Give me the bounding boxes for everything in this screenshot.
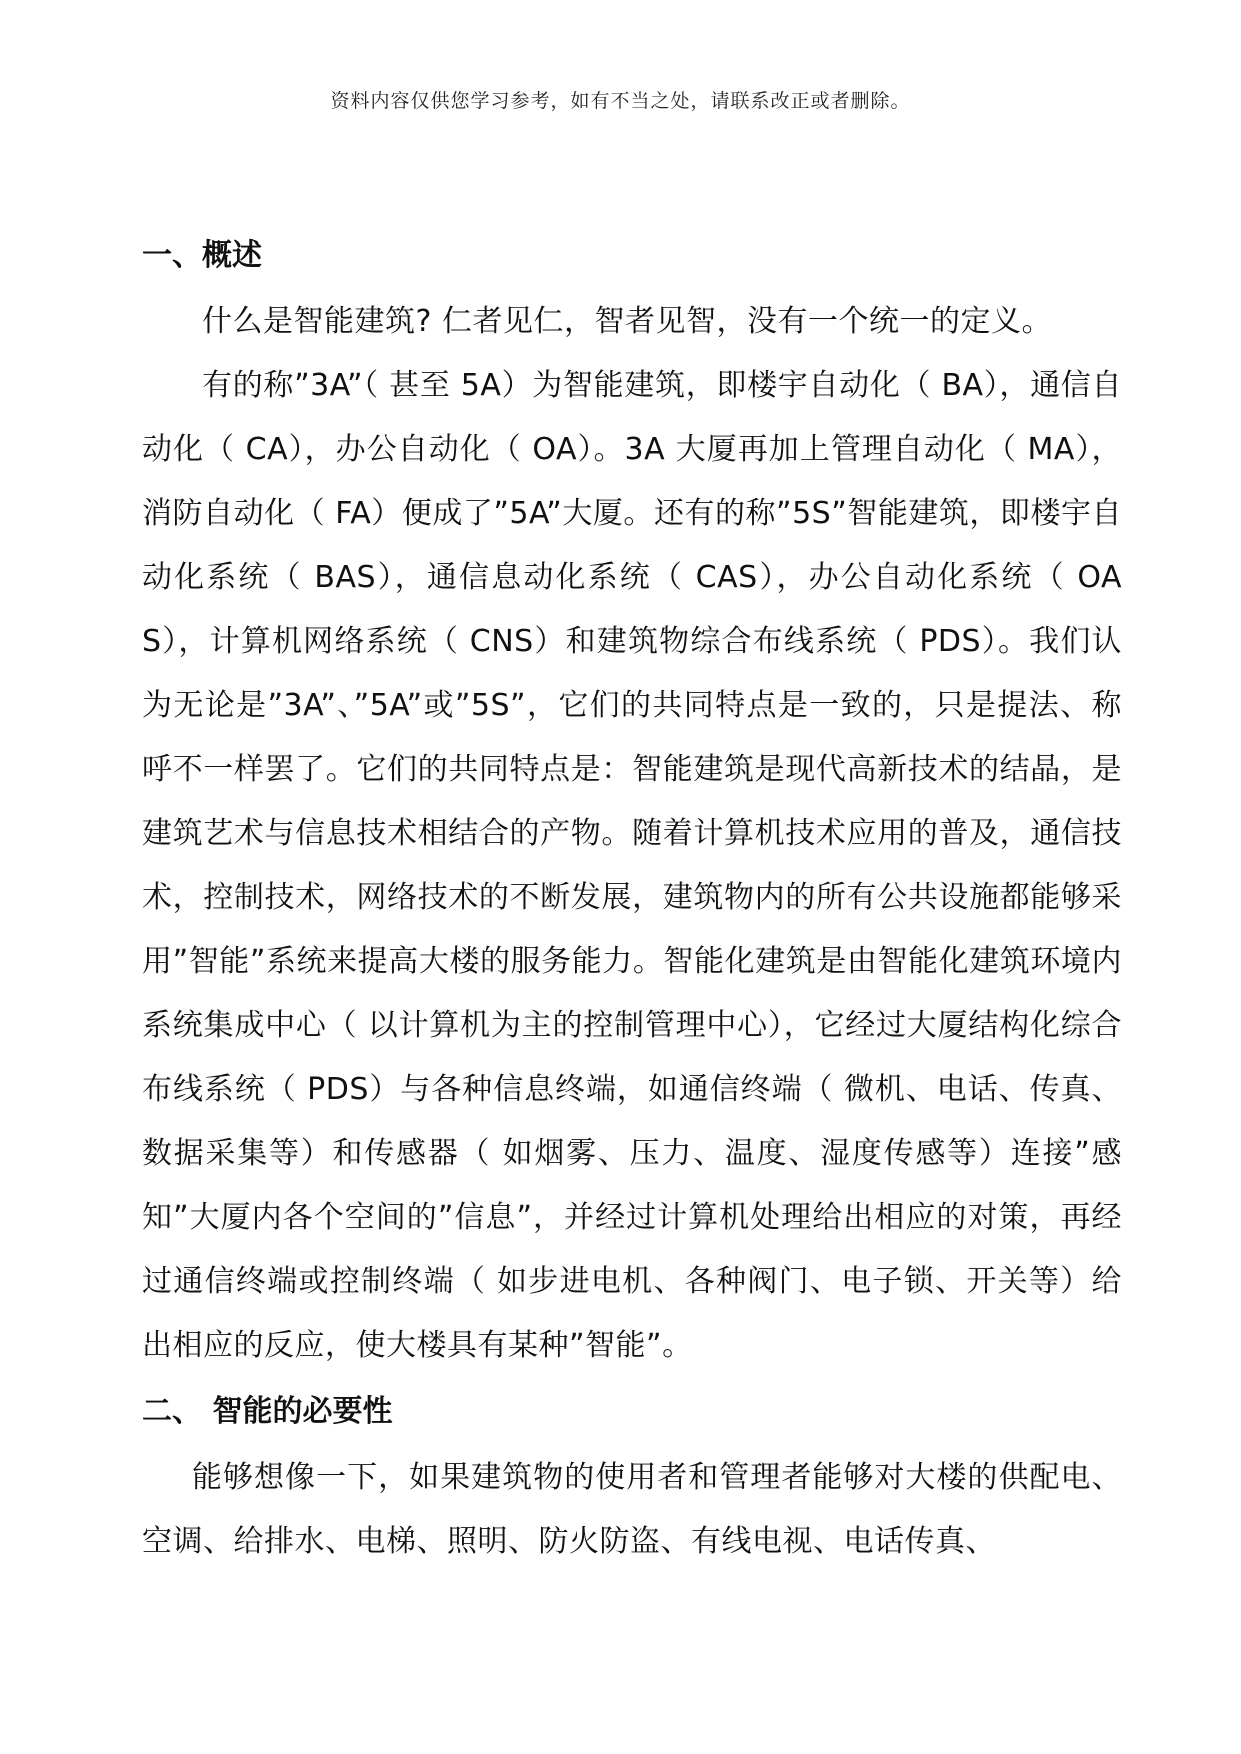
paragraph: 有的称”3A”（ 甚至 5A）为智能建筑，即楼宇自动化（ BA），通信自动化（ CA），办公自动化（ OA）。3A 大厦再加上管理自动化（ MA），消防自动化（ FA）便成了”5A”大厦。还有的称”5S”智能建筑，即楼宇自动化系统（ BAS），通信息动化系统（ CAS），办公自动化系统（ OAS），计算机网络系统（ CNS）和建筑物综合布线系统（ PDS）。我们认为无论是”3A”、”5A”或”5S”，它们的共同特点是一致的，只是提法、称呼不一样罢了。它们的共同特点是：智能建筑是现代高新技术的结晶，是建筑艺术与信息技术相结合的产物。随着计算机技术应用的普及，通信技术，控制技术，网络技术的不断发展，建筑物内的所有公共设施都能够采用”智能”系统来提高大楼的服务能力。智能化建筑是由智能化建筑环境内系统集成中心（ 以计算机为主的控制管理中心），它经过大厦结构化综合布线系统（ PDS）与各种信息终端，如通信终端（ 微机、电话、传真、数据采集等）和传感器（ 如烟雾、压力、温度、湿度传感等）连接”感知”大厦内各个空间的”信息”，并经过计算机处理给出相应的对策，再经过通信终端或控制终端（ 如步进电机、各种阀门、电子锁、开关等）给出相应的反应，使大楼具有某种”智能”。 [142, 368, 1122, 1363]
header-disclaimer: 资料内容仅供您学习参考，如有不当之处，请联系改正或者删除。 [330, 90, 911, 112]
paragraph: 什么是智能建筑? 仁者见仁，智者见智，没有一个统一的定义。 [202, 304, 1052, 339]
paragraph: 能够想像一下，如果建筑物的使用者和管理者能够对大楼的供配电、空调、给排水、电梯、照明、防火防盗、有线电视、电话传真、 [142, 1460, 1122, 1559]
document-body [142, 224, 1122, 1574]
section-heading-overview: 一、概述 [142, 238, 262, 273]
section-heading-necessity: 二、 智能的必要性 [142, 1394, 393, 1429]
